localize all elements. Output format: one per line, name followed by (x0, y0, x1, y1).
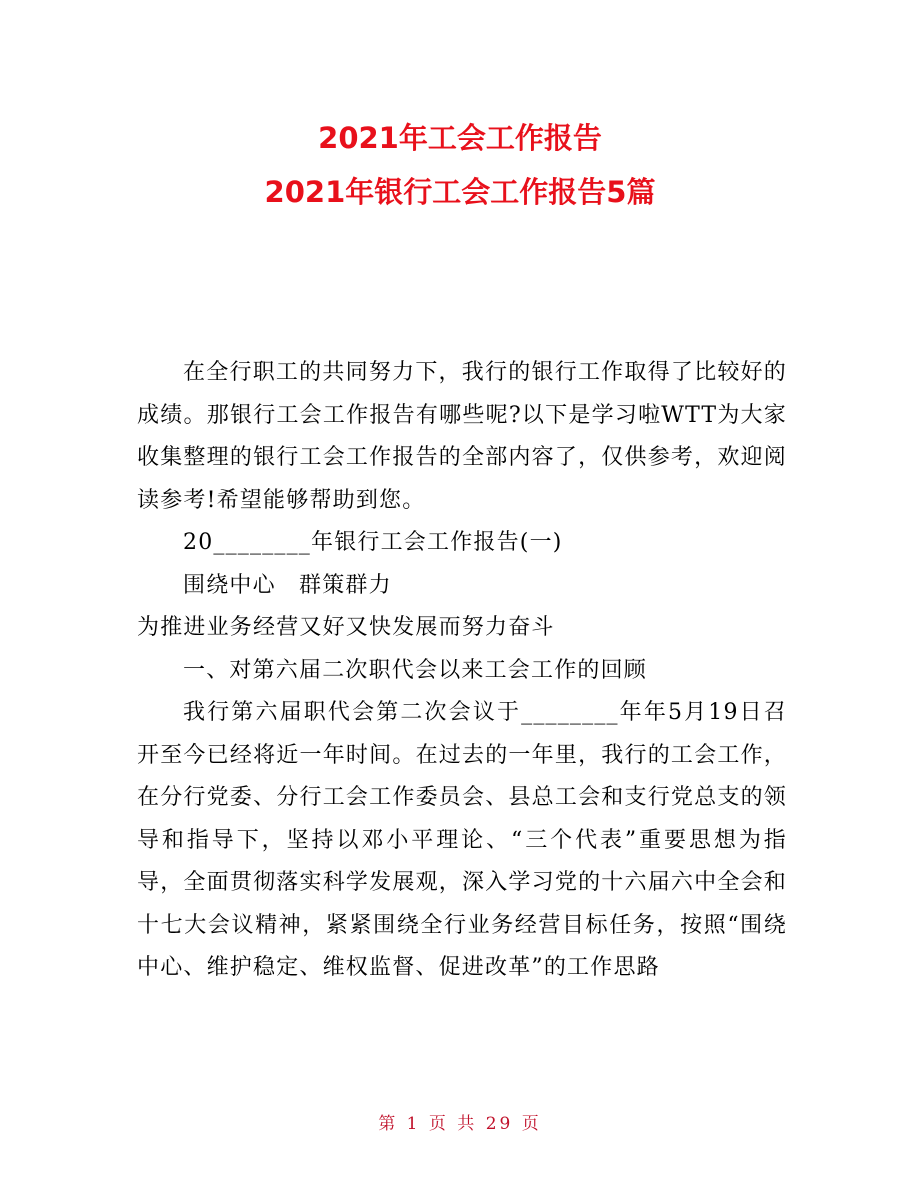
report-slogan: 为推进业务经营又好又快发展而努力奋斗 (137, 615, 555, 640)
page-number-footer: 第 1 页 共 29 页 (378, 1114, 542, 1134)
intro-paragraph: 在全行职工的共同努力下，我行的银行工作取得了比较好的成绩。那银行工会工作报告有哪些呢?以下是学习啦WTT为大家收集整理的银行工会工作报告的全部内容了，仅供参考，欢迎阅读参考!希望能够帮助到您。 (137, 360, 787, 513)
review-paragraph: 我行第六届职代会第二次会议于________年年5月19日召开至今已经将近一年时间。在过去的一年里，我行的工会工作，在分行党委、分行工会工作委员会、县总工会和支行党总支的领导和指导下，坚持以邓小平理论、“三个代表”重要思想为指导，全面贯彻落实科学发展观，深入学习党的十六届六中全会和十七大会议精神，紧紧围绕全行业务经营目标任务，按照“围绕中心、维护稳定、维权监督、促进改革”的工作思路 (137, 700, 787, 980)
document-body (137, 352, 787, 990)
section-heading-report-one: 20________年银行工会工作报告(一) (183, 530, 563, 555)
document-subtitle: 2021年银行工会工作报告5篇 (264, 175, 656, 209)
report-motto: 围绕中心 群策群力 (183, 572, 392, 598)
document-title: 2021年工会工作报告 (318, 121, 602, 155)
section-heading-review: 一、对第六届二次职代会以来工会工作的回顾 (183, 657, 648, 683)
